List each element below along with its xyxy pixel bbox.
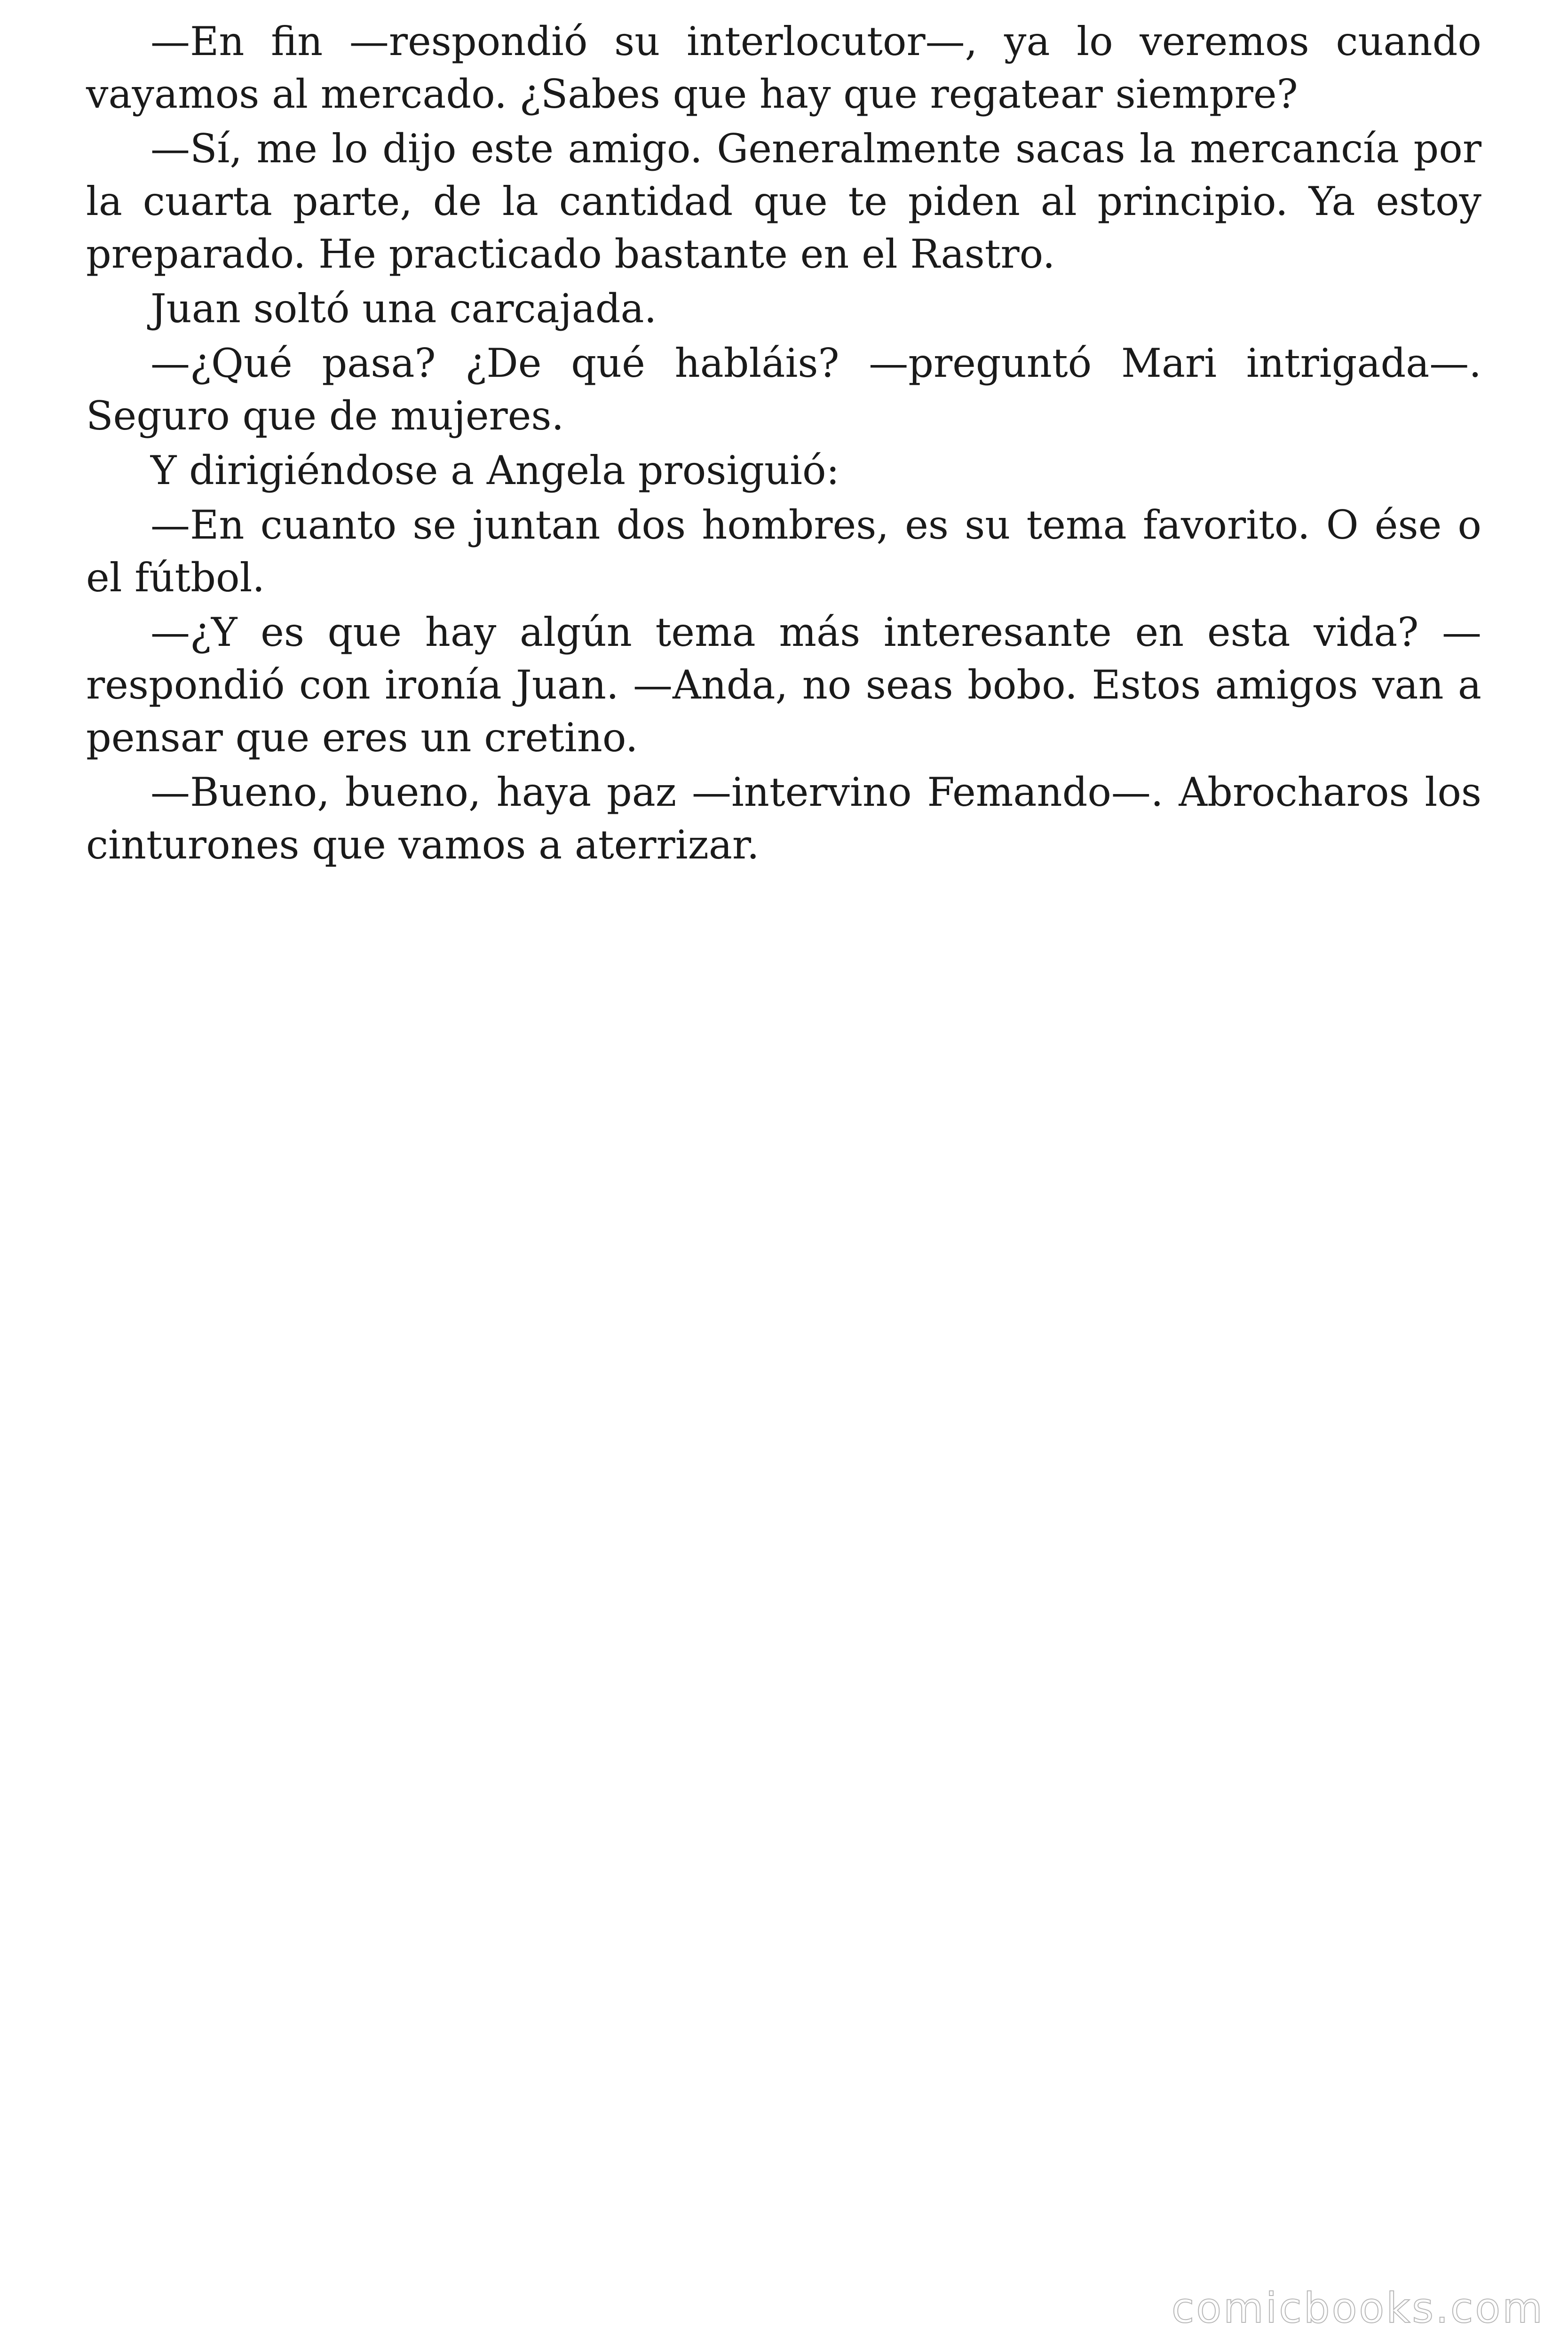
paragraph: —En cuanto se juntan dos hombres, es su tema favorito. O ése o el fútbol.: [86, 502, 1481, 601]
paragraph: —¿Qué pasa? ¿De qué habláis? —preguntó Mari intrigada—. Seguro que de mujeres.: [86, 340, 1481, 439]
body-text: [86, 15, 1481, 873]
paragraph: —Bueno, bueno, haya paz —intervino Femando—. Abrocharos los cinturones que vamos a aterrizar.: [86, 769, 1481, 868]
paragraph: Juan soltó una carcajada.: [150, 286, 657, 332]
watermark-text: comicbooks.com: [1171, 2284, 1544, 2332]
paragraph: —Sí, me lo dijo este amigo. Generalmente sacas la mercancía por la cuarta parte, de la cantidad que te piden al principio. Ya estoy preparado. He practicado bastante en el Rastro.: [86, 126, 1481, 277]
paragraph: —¿Y es que hay algún tema más interesante en esta vida? —respondió con ironía Juan. —Anda, no seas bobo. Estos amigos van a pensar que eres un cretino.: [86, 609, 1481, 761]
paragraph: —En fin —respondió su interlocutor—, ya lo veremos cuando vayamos al mercado. ¿Sabes que hay que regatear siempre?: [86, 18, 1481, 117]
paragraph: Y dirigiéndose a Angela prosiguió:: [150, 447, 839, 493]
